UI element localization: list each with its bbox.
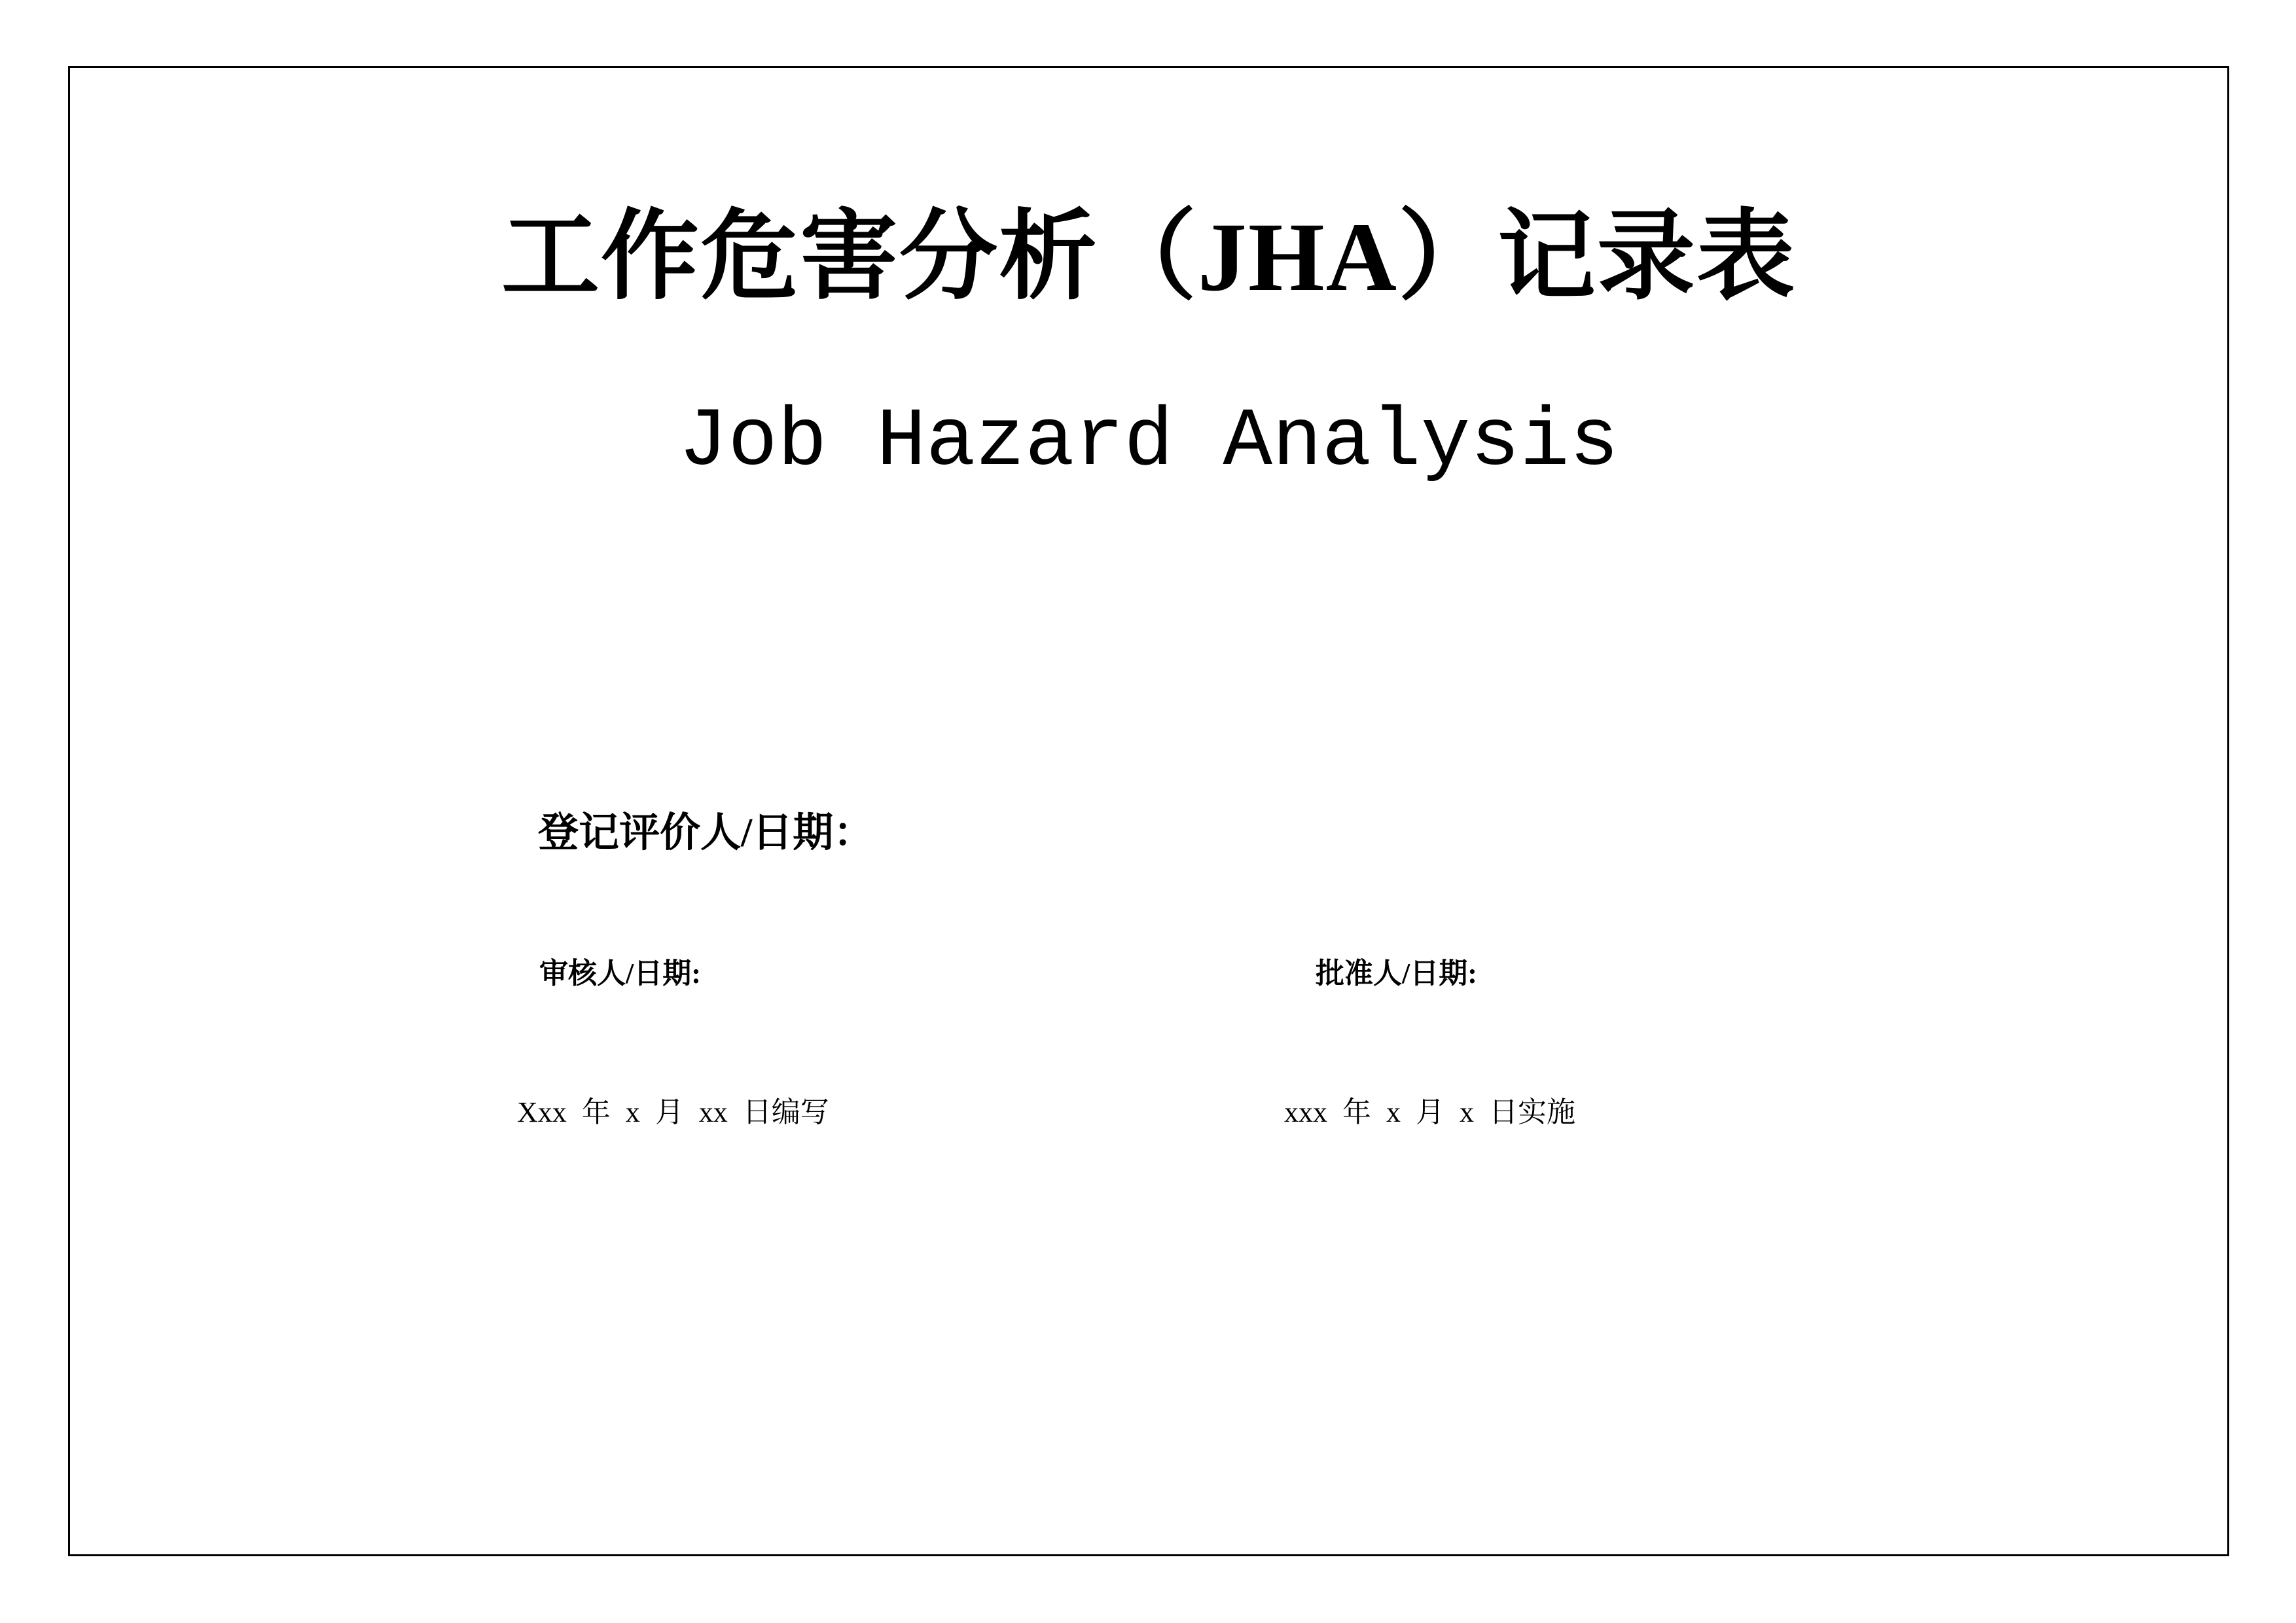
document-title-english: Job Hazard Analysis [678, 395, 1619, 489]
approver-date-label: 批准人/日期: [1316, 957, 1477, 990]
document-title-chinese: 工作危害分析（JHA）记录表 [501, 203, 1796, 312]
implemented-date-text: xxx 年 x 月 x 日实施 [1284, 1096, 1575, 1128]
compiled-date-text: Xxx 年 x 月 xx 日编写 [517, 1096, 829, 1128]
reviewer-date-label: 审核人/日期: [539, 957, 701, 990]
evaluator-date-label: 登记评价人/日期： [538, 811, 874, 855]
